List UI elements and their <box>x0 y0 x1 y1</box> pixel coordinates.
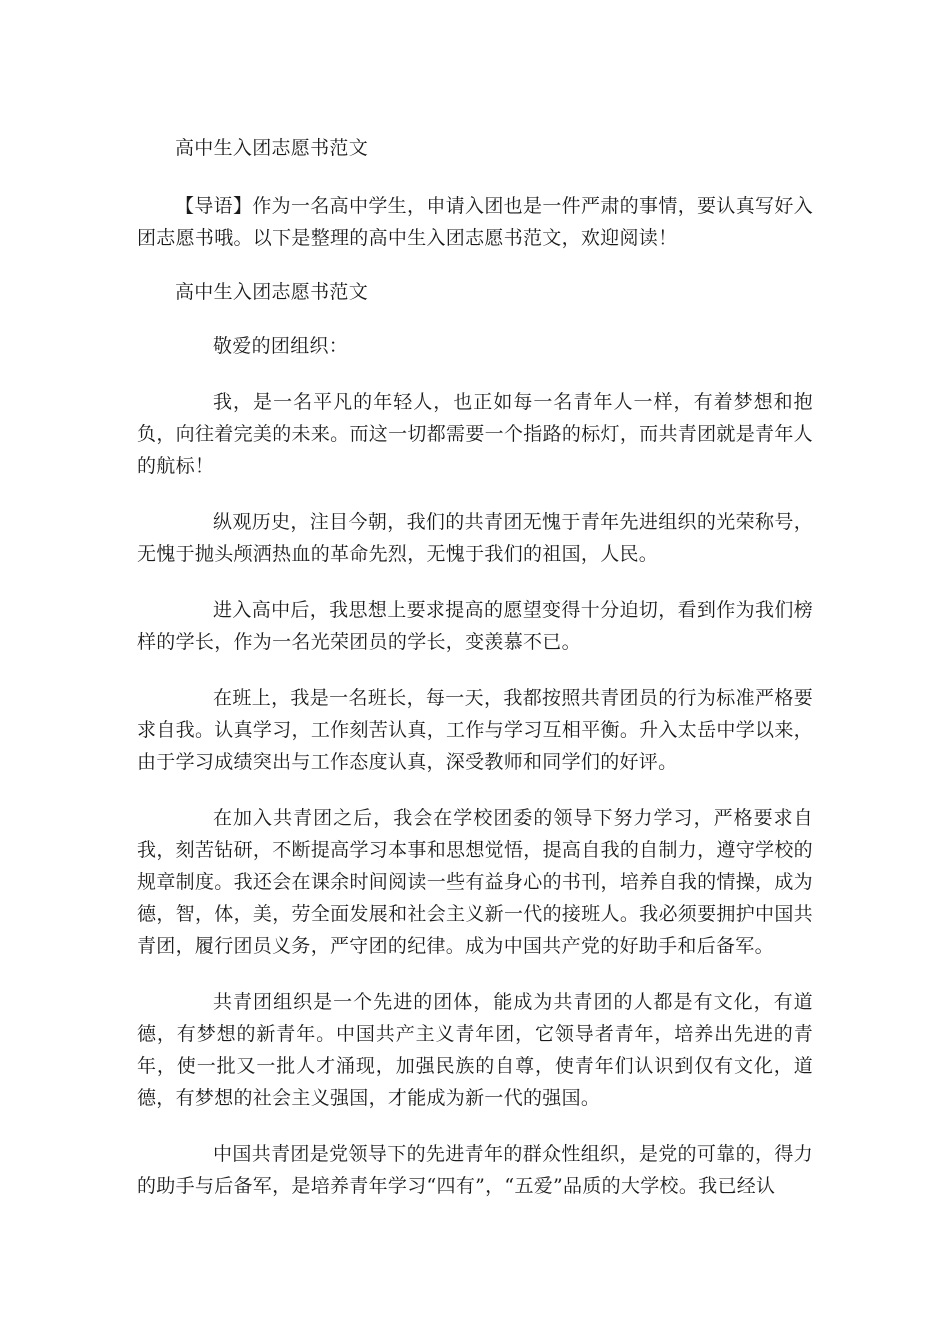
body-paragraph: 在加入共青团之后，我会在学校团委的领导下努力学习，严格要求自我，刻苦钻研，不断提高学习本事和思想觉悟，提高自我的自制力，遵守学校的规章制度。我还会在课余时间阅读一些有益身心的书刊，培养自我的情操，成为德，智，体，美，劳全面发展和社会主义新一代的接班人。我必须要拥护中国共青团，履行团员义务，严守团的纪律。成为中国共产党的好助手和后备军。 <box>137 807 813 957</box>
body-paragraph: 进入高中后，我思想上要求提高的愿望变得十分迫切，看到作为我们榜样的学长，作为一名光荣团员的学长，变羡慕不已。 <box>137 599 813 653</box>
body-paragraph: 纵观历史，注目今朝，我们的共青团无愧于青年先进组织的光荣称号，无愧于抛头颅洒热血的革命先烈，无愧于我们的祖国，人民。 <box>137 511 813 565</box>
body-paragraph: 中国共青团是党领导下的先进青年的群众性组织，是党的可靠的，得力的助手与后备军，是培养青年学习“四有”，“五爱”品质的大学校。我已经认 <box>137 1143 813 1197</box>
salutation: 敬爱的团组织： <box>213 335 349 357</box>
document-page <box>137 132 813 1226</box>
body-paragraph: 在班上，我是一名班长，每一天，我都按照共青团员的行为标准严格要求自我。认真学习，工作刻苦认真，工作与学习互相平衡。升入太岳中学以来，由于学习成绩突出与工作态度认真，深受教师和同学们的好评。 <box>137 687 813 773</box>
document-subtitle: 高中生入团志愿书范文 <box>175 281 369 303</box>
body-paragraph: 共青团组织是一个先进的团体，能成为共青团的人都是有文化，有道德，有梦想的新青年。中国共产主义青年团，它领导者青年，培养出先进的青年，使一批又一批人才涌现，加强民族的自尊，使青年们认识到仅有文化，道德，有梦想的社会主义强国，才能成为新一代的强国。 <box>137 991 813 1109</box>
document-title: 高中生入团志愿书范文 <box>175 137 369 159</box>
document-intro: 【导语】作为一名高中学生，申请入团也是一件严肃的事情，要认真写好入团志愿书哦。以下是整理的高中生入团志愿书范文，欢迎阅读！ <box>137 195 813 249</box>
body-paragraph: 我，是一名平凡的年轻人，也正如每一名青年人一样，有着梦想和抱负，向往着完美的未来。而这一切都需要一个指路的标灯，而共青团就是青年人的航标！ <box>137 391 813 477</box>
